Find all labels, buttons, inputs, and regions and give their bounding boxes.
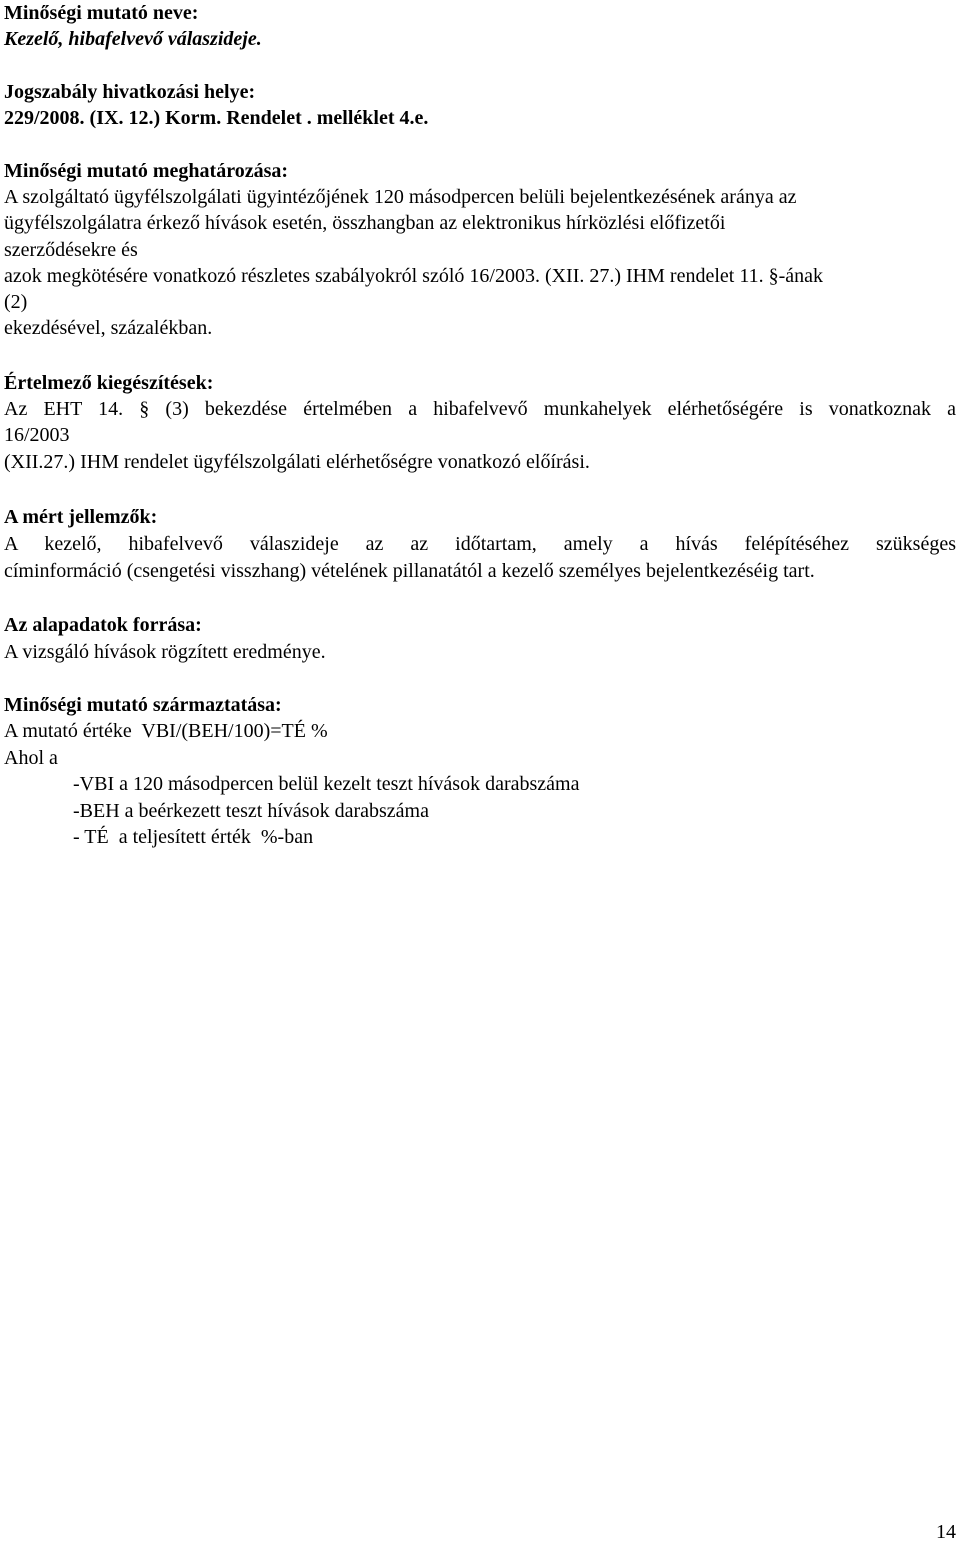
definition-line: szerződésekre és [4,239,138,261]
definition-heading: Minőségi mutató meghatározása: [4,160,289,182]
definition-line: A szolgáltató ügyfélszolgálati ügyintézőjének 120 másodpercen belüli bejelentkezésének aránya az [4,186,797,208]
notes-line: Az EHT 14. § (3) bekezdése értelmében a hibafelvevő munkahelyek elérhetőségére is vonatkoznak a [4,398,956,420]
source-heading: Az alapadatok forrása: [4,614,202,636]
page-number: 14 [936,1521,956,1543]
measured-line: címinformáció (csengetési visszhang) vételének pillanatától a kezelő személyes bejelentkezéséig tart. [4,560,815,582]
definition-line: ügyfélszolgálatra érkező hívások esetén, összhangban az elektronikus hírközlési előfizetői [4,212,726,234]
derivation-item: - TÉ a teljesített érték %-ban [73,826,314,848]
definition-line: (2) [4,291,28,313]
derivation-item: -BEH a beérkezett teszt hívások darabszáma [73,800,429,822]
name-value: Kezelő, hibafelvevő válaszideje. [4,28,262,50]
source-value: A vizsgáló hívások rögzített eredménye. [4,641,326,663]
derivation-where: Ahol a [4,747,58,769]
notes-heading: Értelmező kiegészítések: [4,372,214,394]
measured-heading: A mért jellemzők: [4,506,158,528]
notes-line: (XII.27.) IHM rendelet ügyfélszolgálati elérhetőségre vonatkozó előírási. [4,451,590,473]
law-value: 229/2008. (IX. 12.) Korm. Rendelet . melléklet 4.e. [4,107,429,129]
law-heading: Jogszabály hivatkozási helye: [4,81,256,103]
derivation-formula: A mutató értéke VBI/(BEH/100)=TÉ % [4,720,328,742]
derivation-item: -VBI a 120 másodpercen belül kezelt teszt hívások darabszáma [73,773,580,795]
measured-line: A kezelő, hibafelvevő válaszideje az az időtartam, amely a hívás felépítéséhez szükséges [4,533,956,555]
name-heading: Minőségi mutató neve: [4,2,199,24]
definition-line: azok megkötésére vonatkozó részletes szabályokról szóló 16/2003. (XII. 27.) IHM rendelet 11. §-ának [4,265,823,287]
notes-line: 16/2003 [4,424,70,446]
derivation-heading: Minőségi mutató származtatása: [4,694,282,716]
definition-line: ekezdésével, százalékban. [4,317,213,339]
